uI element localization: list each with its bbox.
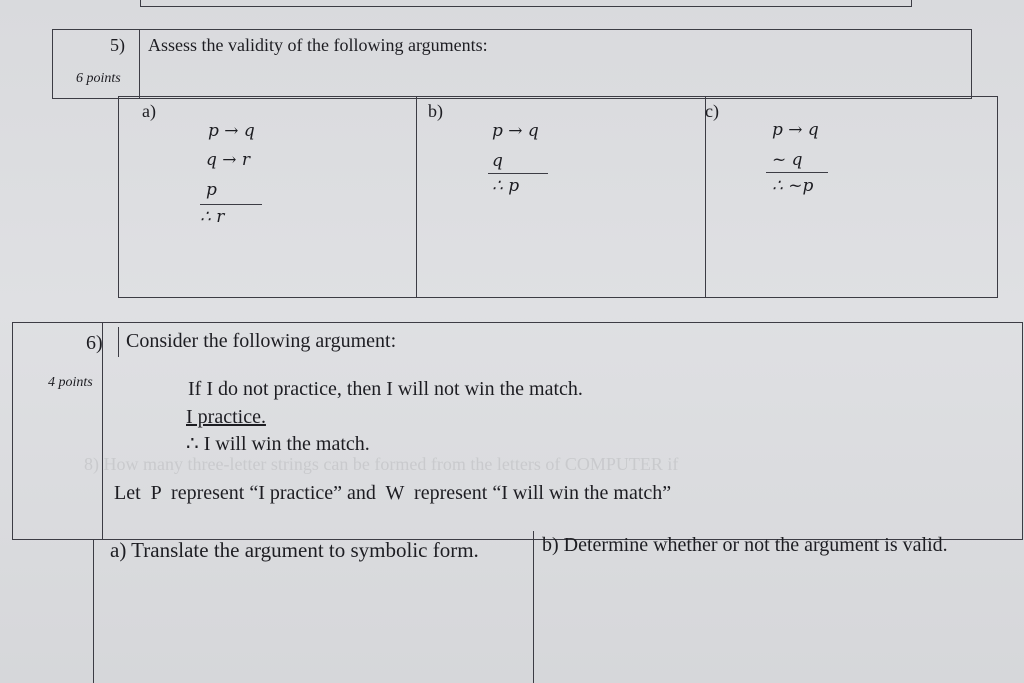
q6-points: 4 points — [48, 375, 93, 390]
q5-prompt: Assess the validity of the following arguments: — [148, 35, 488, 55]
bleed-through-text: 8) How many three-letter strings can be formed from the letters of COMPUTER if — [84, 454, 679, 474]
q5-part-b-premise-2: q — [492, 151, 503, 171]
q6-definition: Let P represent “I practice” and W represent “I will win the match” — [114, 482, 672, 504]
q5-part-b-conclusion: ∴ p — [492, 176, 520, 196]
q6-argument-conclusion: ∴ I will win the match. — [186, 433, 370, 455]
q5-part-a-inference-line — [200, 204, 262, 205]
q5-part-a-conclusion: ∴ r — [200, 207, 225, 227]
q6-number: 6) — [86, 332, 103, 354]
q6-part-a: a) Translate the argument to symbolic form. — [110, 538, 479, 562]
q5-part-c-conclusion: ∴ ~p — [772, 176, 814, 196]
q5-part-c-label: c) — [705, 101, 719, 121]
q6-part-b: b) Determine whether or not the argument is valid. — [542, 534, 948, 556]
q6-main-box — [12, 322, 1023, 540]
q5-part-b-label: b) — [428, 101, 443, 121]
q5-number-divider — [139, 29, 140, 98]
q5-part-b-premise-1: p → q — [492, 121, 539, 141]
previous-box-bottom — [140, 6, 912, 7]
q5-col-divider-2 — [705, 96, 706, 298]
previous-box-right — [911, 0, 912, 7]
q6-number-right-divider — [118, 327, 119, 357]
q5-part-a-premise-1: p → q — [208, 121, 255, 141]
q6-prompt: Consider the following argument: — [126, 330, 397, 352]
q6-argument-premise-2: I practice. — [186, 406, 266, 428]
q5-part-c-inference-line — [766, 172, 828, 173]
q5-part-c-premise-2: ~ q — [772, 150, 803, 170]
q5-col-divider-1 — [416, 96, 417, 298]
q6-argument-premise-1: If I do not practice, then I will not win the match. — [188, 378, 583, 400]
q6-answer-left-border — [93, 539, 94, 683]
q5-part-a-label: a) — [142, 101, 156, 121]
q5-part-b-inference-line — [488, 173, 548, 174]
q5-points: 6 points — [76, 71, 121, 86]
previous-box-left — [140, 0, 141, 7]
q5-number: 5) — [110, 35, 125, 55]
q5-part-c-premise-1: p → q — [772, 120, 819, 140]
q5-part-a-premise-2: q → r — [206, 150, 251, 170]
q5-part-a-premise-3: p — [206, 180, 217, 200]
q6-answer-divider — [533, 531, 534, 683]
